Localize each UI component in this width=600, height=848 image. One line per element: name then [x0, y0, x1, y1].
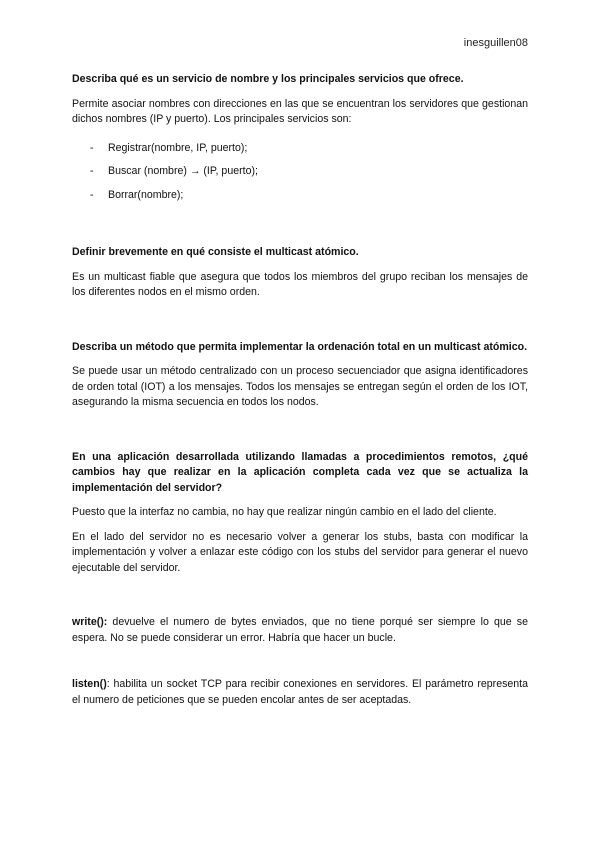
answer-4-client: Puesto que la interfaz no cambia, no hay que realizar ningún cambio en el lado del cliente. — [72, 506, 497, 518]
answer-2: Es un multicast fiable que asegura que todos los miembros del grupo reciban los mensajes de los diferentes nodos en el mismo orden. — [72, 270, 528, 298]
document-content — [72, 72, 528, 717]
header-author: inesguillen08 — [463, 37, 528, 49]
definition-term: listen() — [72, 678, 107, 690]
list-item-text: Registrar(nombre, IP, puerto); — [108, 141, 248, 154]
definition-listen — [72, 677, 528, 708]
list-item-text: Buscar (nombre) → (IP, puerto); — [108, 165, 258, 177]
services-list — [72, 141, 528, 204]
question-4: En una aplicación desarrollada utilizando llamadas a procedimientos remotos, ¿qué cambios hay que realizar en la aplicación completa cada vez que se actualiza la implementación del servidor? — [72, 450, 528, 494]
definition-write — [72, 615, 528, 646]
question-2: Definir brevemente en qué consiste el multicast atómico. — [72, 246, 359, 258]
definition-term: write(): — [72, 616, 108, 628]
bullet-dash: - — [90, 141, 94, 154]
question-3: Describa un método que permita implementar la ordenación total en un multicast atómico. — [72, 340, 528, 353]
bullet-dash: - — [90, 188, 94, 201]
definition-text: : habilita un socket TCP para recibir conexiones en servidores. El parámetro representa el numero de peticiones que se pueden encolar antes de ser aceptadas. — [72, 678, 528, 706]
list-item — [72, 164, 528, 180]
list-item — [72, 188, 528, 204]
bullet-dash: - — [90, 165, 94, 177]
definition-text: devuelve el numero de bytes enviados, que no tiene porqué ser siempre lo que se espera. No se puede considerar un error. Habría que hacer un bucle. — [72, 616, 528, 644]
answer-4-server: En el lado del servidor no es necesario volver a generar los stubs, basta con modificar la implementación y volver a enlazar este código con los stubs del servidor para generar el nuevo ejecutable del servidor. — [72, 530, 528, 574]
list-item-text: Borrar(nombre); — [108, 188, 184, 201]
answer-1: Permite asociar nombres con direcciones en las que se encuentran los servidores que gestionan dichos nombres (IP y puerto). Los principales servicios son: — [72, 97, 528, 125]
answer-3: Se puede usar un método centralizado con un proceso secuenciador que asigna identificadores de orden total (IOT) a los mensajes. Todos los mensajes se entregan según el orden de los IOT, asegurando la misma secuencia en todos los nodos. — [72, 365, 528, 408]
list-item — [72, 141, 528, 157]
question-1: Describa qué es un servicio de nombre y los principales servicios que ofrece. — [72, 73, 464, 85]
